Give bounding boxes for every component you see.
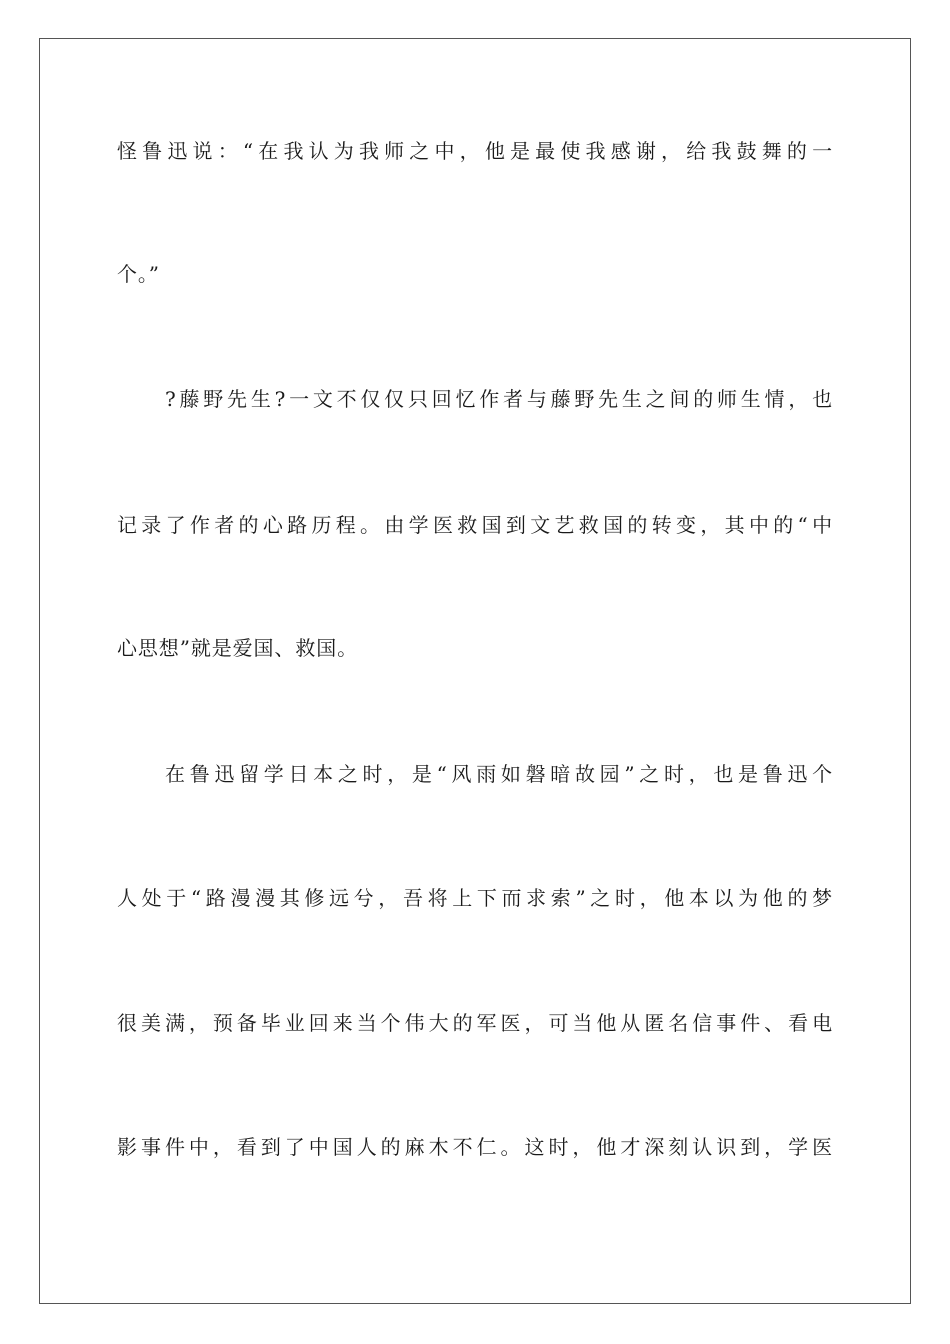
text-line: 个。” xyxy=(117,262,160,286)
text-line: 记录了作者的心路历程。由学医救国到文艺救国的转变，其中的“中 xyxy=(117,513,833,537)
text-line: 怪鲁迅说：“在我认为我师之中，他是最使我感谢，给我鼓舞的一 xyxy=(117,139,833,163)
text-line: 心思想”就是爱国、救国。 xyxy=(117,636,359,660)
text-line: 影事件中，看到了中国人的麻木不仁。这时，他才深刻认识到，学医 xyxy=(117,1135,833,1159)
page-border xyxy=(39,38,911,1304)
text-line: ?藤野先生?一文不仅仅只回忆作者与藤野先生之间的师生情，也 xyxy=(165,387,833,411)
text-line: 很美满，预备毕业回来当个伟大的军医，可当他从匿名信事件、看电 xyxy=(117,1011,833,1035)
text-line: 人处于“路漫漫其修远兮，吾将上下而求索”之时，他本以为他的梦 xyxy=(117,886,833,910)
text-line: 在鲁迅留学日本之时，是“风雨如磐暗故园”之时，也是鲁迅个 xyxy=(165,762,833,786)
